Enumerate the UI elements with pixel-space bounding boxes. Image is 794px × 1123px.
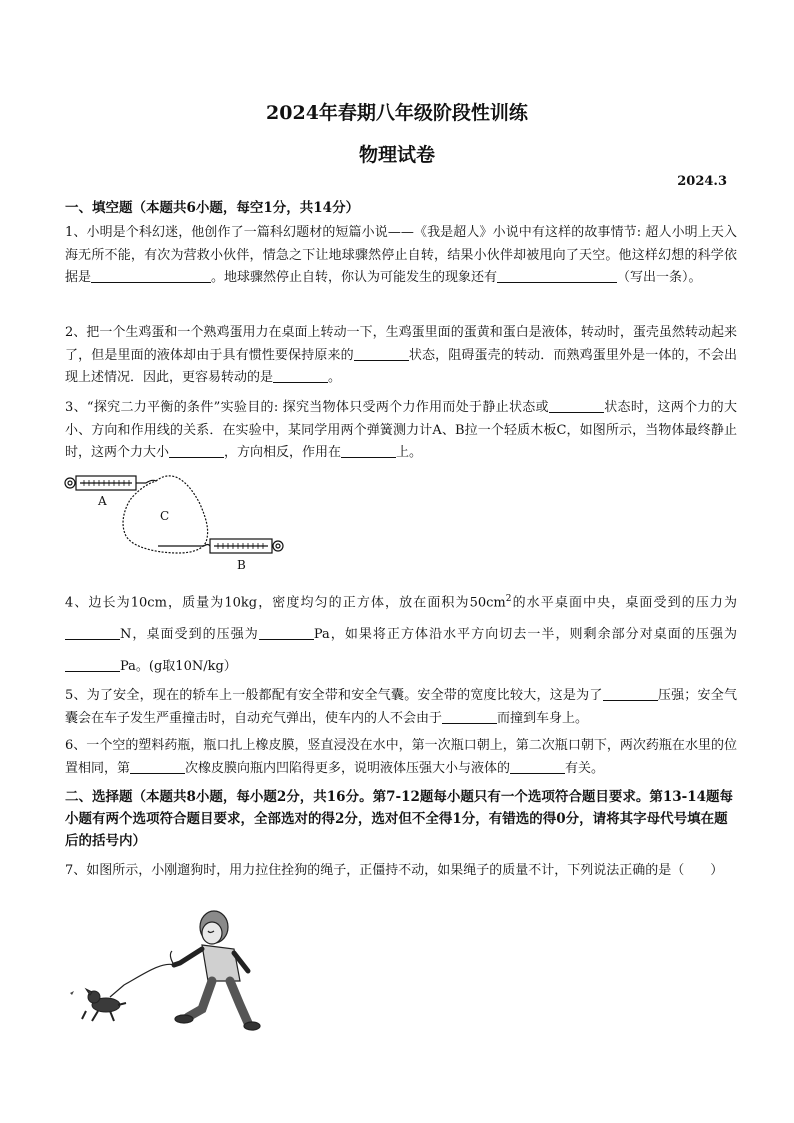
page-subtitle: 物理试卷	[358, 144, 435, 166]
q3-text-a: 3、“探究二力平衡的条件”实验目的: 探究当物体只受两个力作用而处于静止状态或	[65, 400, 549, 415]
answer-bracket[interactable]: （ ）	[671, 863, 724, 878]
answer-blank[interactable]	[169, 443, 224, 458]
answer-blank[interactable]	[65, 625, 120, 640]
q1-text-b: 。地球骤然停止自转，你认为可能发生的现象还有	[211, 270, 498, 285]
label-c: C	[160, 509, 170, 523]
spring-scale-figure	[62, 470, 292, 575]
answer-blank[interactable]	[354, 346, 409, 361]
q3-text-d: 上。	[396, 445, 423, 460]
q7-text-a: 7、如图所示，小刚遛狗时，用力拉住拴狗的绳子，正僵持不动，如果绳子的质量不计，下列说法正确的是	[65, 863, 672, 878]
q5-text-a: 5、为了安全，现在的轿车上一般都配有安全带和安全气囊。安全带的宽度比较大，这是为了	[65, 688, 603, 703]
q6-text-c: 有关。	[565, 760, 605, 776]
question-7	[65, 860, 737, 883]
question-2	[65, 322, 737, 390]
boy-dog-figure	[62, 905, 262, 1035]
section-2-heading: 二、选择题（本题共8小题，每小题2分，共16分。第7-12题每小题只有一个选项符合题目要求。第13-14题每小题有两个选项符合题目要求，全部选对的得2分，选对但不全得1分，有错选的得0分，请将其字母代号填在题后的括号内）	[65, 789, 734, 849]
exam-date: 2024.3	[677, 174, 727, 189]
q4-text-b: 的水平桌面中央，桌面受到的压力为	[511, 595, 737, 611]
q1-text-a: 1、小明是个科幻迷，他创作了一篇科幻题材的短篇小说——《我是超人》小说中有这样的故事情节: 超人小明上天入海无所不能，有次为营救小伙伴，情急之下让地球骤然停止自转，结果小伙伴却被甩向了天空。他这样幻想的科学依据是	[65, 225, 737, 285]
q6-text-a: 6、一个空的塑料药瓶，瓶口扎上橡皮膜，竖直浸没在水中，第一次瓶口朝上，第二次瓶口朝下，两次药瓶在水里的位置相同，第	[65, 738, 737, 776]
answer-blank[interactable]	[603, 686, 658, 701]
q1-text-c: （写出一条）。	[617, 270, 702, 285]
question-6	[65, 735, 737, 780]
answer-blank[interactable]	[65, 657, 120, 672]
q4-text-d: Pa，如果将正方体沿水平方向切去一半，则剩余部分对桌面的压强为	[313, 627, 737, 643]
q4-text-c: N，桌面受到的压强为	[120, 627, 259, 643]
question-4	[65, 583, 737, 683]
label-a: A	[98, 494, 107, 508]
q4-text-a: 4、边长为10cm，质量为10kg，密度均匀的正方体，放在面积为50cm	[65, 595, 506, 611]
q3-text-c: ，方向相反，作用在	[224, 445, 342, 460]
label-b: B	[237, 558, 246, 572]
q4-superscript: 2	[505, 594, 512, 604]
q2-text-a: 2、把一个生鸡蛋和一个熟鸡蛋用力在桌面上转动一下，生鸡蛋里面的蛋黄和蛋白是液体，转动时，蛋壳虽然转动起来了，但是里面的液体却由于具有惯性要保持原来的	[65, 325, 737, 363]
answer-blank[interactable]	[549, 398, 604, 413]
answer-blank[interactable]	[497, 268, 617, 283]
answer-blank[interactable]	[273, 368, 328, 383]
answer-blank[interactable]	[130, 759, 185, 774]
answer-blank[interactable]	[91, 268, 211, 283]
answer-blank[interactable]	[259, 625, 314, 640]
q6-text-b: 次橡皮膜向瓶内凹陷得更多，说明液体压强大小与液体的	[185, 760, 511, 776]
section-1-heading: 一、填空题（本题共6小题，每空1分，共14分）	[65, 200, 360, 216]
question-1	[65, 222, 737, 290]
question-3	[65, 397, 737, 465]
question-5	[65, 685, 737, 730]
answer-blank[interactable]	[510, 759, 565, 774]
q2-text-c: 。	[328, 370, 342, 385]
q2-text-b: 状态，阻碍蛋壳的转动．而熟鸡蛋里外是一体的，不会出现上述情况．因此，更容易转动的是	[65, 347, 737, 385]
answer-blank[interactable]	[442, 709, 497, 724]
q5-text-b: 压强；安全气囊会在车子发生严重撞击时，自动充气弹出，使车内的人不会由于	[65, 688, 737, 726]
q4-text-e: Pa。(g取10N/kg）	[120, 659, 237, 675]
q3-text-b: 状态时，这两个力的大小、方向和作用线的关系．在实验中，某同学用两个弹簧测力计A、B拉一个轻质木板C，如图所示，当物体最终静止时，这两个力大小	[65, 400, 737, 460]
page-title: 2024年春期八年级阶段性训练	[266, 102, 528, 124]
q5-text-c: 而撞到车身上。	[497, 710, 589, 726]
answer-blank[interactable]	[341, 443, 396, 458]
